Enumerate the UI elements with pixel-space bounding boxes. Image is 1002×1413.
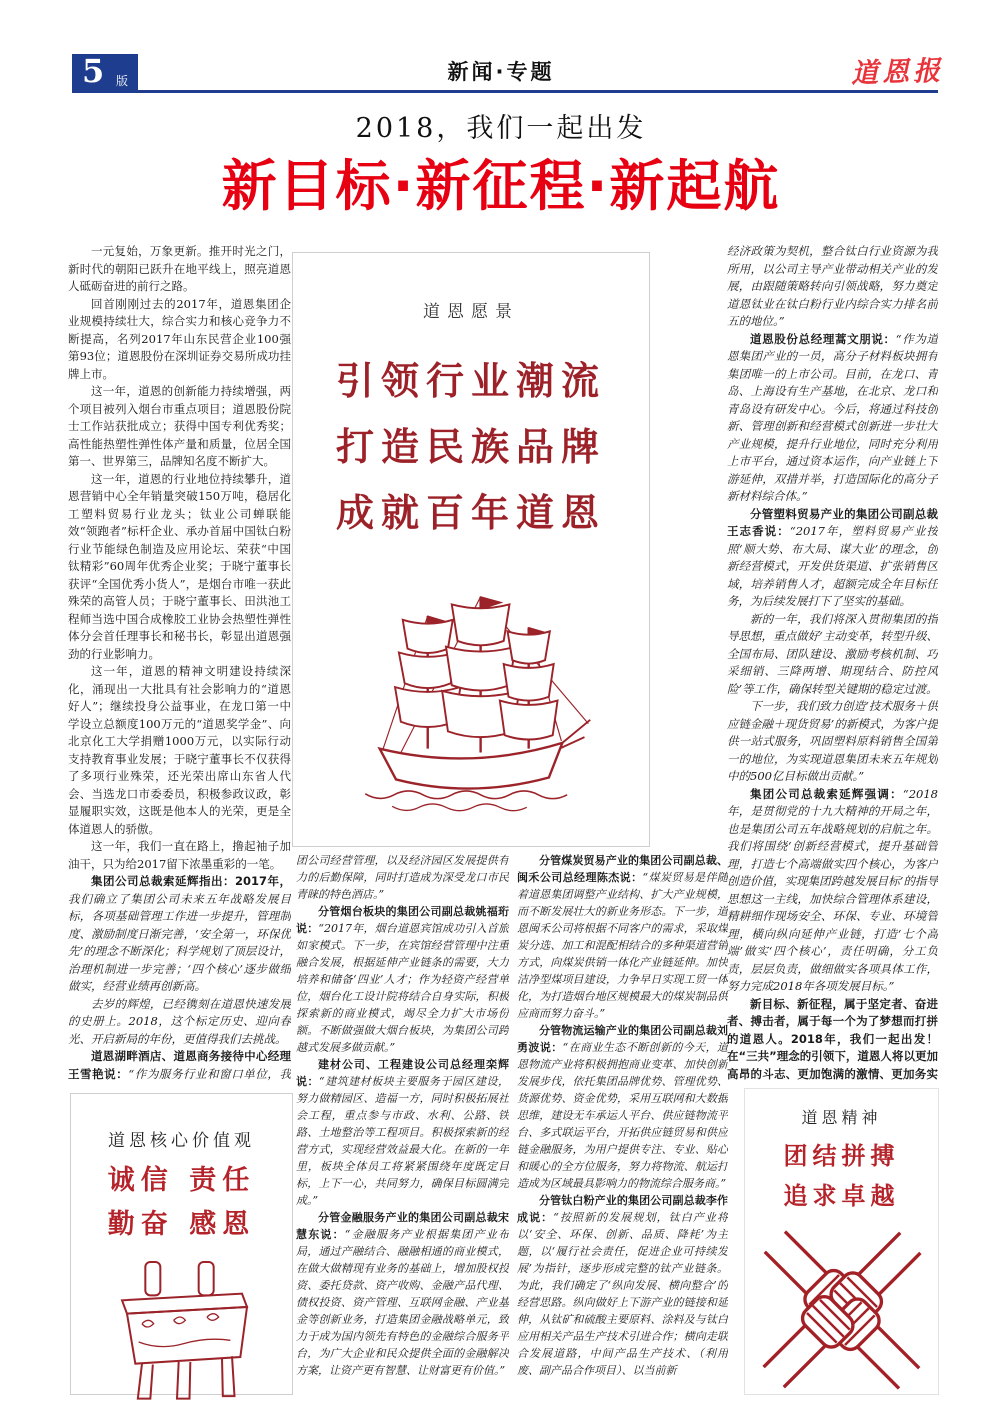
core-values-slogan [71, 1159, 292, 1247]
vision-slogan [293, 348, 649, 546]
paragraph [68, 873, 291, 996]
paragraph-text: “建筑建材板块主要服务于园区建设，努力做精园区、造福一方，同时积极拓展社会工程，重点参与市政、水利、公路、铁路、土地整治等工程项目。积极探索新的经营方式，实现经营效益最大化。在新的一年里，板块全体员工将紧紧围绕年度既定目标，上下一心，共同努力，确保目标圆满完成。” [296, 1075, 509, 1207]
column-1 [68, 243, 291, 1085]
paragraph-lead: 分管钛白粉产业的集团公司副总裁李作成说： [517, 1194, 728, 1224]
spirit-box [744, 1088, 939, 1395]
paragraph [296, 852, 509, 903]
paragraph-lead: 集团公司总裁索延辉强调： [750, 786, 903, 801]
core-values-line: 诚信 责任 [107, 1165, 256, 1196]
vision-label: 道恩愿景 [423, 302, 519, 322]
joined-hands-illustration [754, 1226, 930, 1394]
paragraph-lead: 建材公司、工程建设公司总经理栾辉说： [296, 1058, 509, 1088]
core-values-line: 勤奋 感恩 [107, 1209, 256, 1240]
paragraph-text: 回首刚刚过去的2017年，道恩集团企业规模持续壮大，综合实力和核心竞争力不断提高，名列2017年山东民营企业100强第93位；道恩股份在深圳证券交易所成功挂牌上市。 [68, 296, 291, 381]
paragraph [68, 1048, 291, 1085]
paragraph [517, 1192, 728, 1379]
spirit-slogan [745, 1136, 938, 1216]
paragraph [727, 698, 938, 786]
paragraph-lead: 道恩股份总经理蒿文朋说： [750, 331, 896, 346]
paragraph-lead: 分管塑料贸易产业的集团公司副总裁王志香说： [727, 506, 938, 538]
paragraph [727, 331, 938, 506]
paragraph-text: 去岁的辉煌，已经镌刻在道恩快速发展的史册上。2018，这个标定历史、迎向春光、开启新局的年份，更值得我们去挑战。 [68, 996, 291, 1046]
paragraph-text: 这一年，道恩的创新能力持续增强，两个项目被列入烟台市重点项目；道恩股份院士工作站获批成立；获得中国专利优秀奖；高性能热塑性弹性体产量和质量，位居全国第一、世界第三，品牌知名度不断扩大。 [68, 384, 291, 468]
paragraph [68, 838, 291, 873]
page-number-suffix: 版 [115, 74, 128, 88]
vision-box [292, 252, 650, 847]
masthead-logo: 道恩报 [850, 55, 945, 90]
paragraph-text: “2017年，塑料贸易产业按照‘顺大势、布大局、谋大业’的理念，创新经营模式，开发供货渠道、扩张销售区域，培养销售人才，超额完成全年目标任务，为后续发展打下了坚实的基础。 [727, 524, 938, 608]
paragraph [517, 1022, 728, 1192]
sailing-ship-illustration [346, 556, 596, 824]
paragraph-text: “煤炭贸易是伴随着道恩集团调整产业结构、扩大产业规模，而不断发展壮大的新业务形态。下一步，道恩闽禾公司将根据不同客户的需求，采取煤炭分选、加工和混配相结合的多种渠道营销方式，向煤炭供销一体化产业链延伸。加快洁净型煤项目建设，力争早日实现工贸一体化，为打造烟台地区规模最大的煤炭制品供应商而努力奋斗。” [517, 871, 728, 1020]
spirit-label: 道恩精神 [801, 1108, 882, 1127]
core-values-label: 道恩核心价值观 [108, 1131, 255, 1151]
paragraph-lead: 分管烟台板块的集团公司副总裁姚福珩说： [296, 905, 509, 935]
paragraph-text: 新目标、新征程，属于坚定者、奋进者、搏击者，属于每一个为了梦想而打拼的道恩人。2018年，我们一起出发！在“三共”理念的引领下，道恩人将以更加高昂的斗志、更加饱满的激情、更加务实 [727, 996, 938, 1081]
column-2 [296, 852, 509, 1393]
paragraph [517, 852, 728, 1022]
paragraph-text: “按照新的发展规划，钛白产业将以‘安全、环保、创新、品质、降耗’为主题，以‘履行社会责任，促进企业可持续发展’为指针，逐步形成完整的钛产业链条。为此，我们确定了‘纵向发展、横向整合’的经营思路。纵向做好上下游产业的链接和延伸，从钛矿和硫酸主要原料、涂料及与钛白应用相关产品生产技术引进合作；横向走联合发展道路，中间产品生产技术、（利用废、副产品合作项目）、以当前新 [517, 1211, 728, 1377]
paragraph-lead: 道恩湖畔酒店、道恩商务接待中心经理王雪艳说： [68, 1049, 291, 1081]
paragraph [68, 383, 291, 471]
paragraph-text: 这一年，道恩的精神文明建设持续深化，涌现出一大批具有社会影响力的“道恩好人”；继续投身公益事业，在龙口第一中学设立总额度100万元的“道恩奖学金”、向北京化工大学捐赠1000万元，以实际行动支持教育事业发展；于晓宁董事长不仅获得了多项行业殊荣，还光荣出席山东省人代会、当选龙口市委委员，积极参政议政，彰显履职实效，这既是他本人的光荣，更是全体道恩人的骄傲。 [68, 664, 291, 836]
paragraph-text: 团公司经营管理，以及经济园区发展提供有力的后勤保障，同时打造成为深受龙口市民青睐的特色酒店。” [296, 854, 509, 901]
bronze-ding-illustration [97, 1257, 267, 1407]
header-rule [72, 90, 938, 93]
paragraph-text: “作为服务行业和窗口单位，我 [128, 1066, 291, 1081]
paragraph-text: “2018年，是贯彻党的十九大精神的开局之年，也是集团公司五年战略规划的启航之年。我们将围绕‘创新经营模式，提升基础管理，打造七个高端做实四个核心，为客户创造价值，实现集团跨越发展目标’的指导思想这一主线，加快综合管理体系建设，精耕细作现场安全、环保、专业、环境管理，横向纵向延伸产业链，打造‘七个高端’做实‘四个核心’，责任明确，分工负责，层层负责，做细做实各项具体工作，努力完成2018年各项发展目标。” [727, 786, 938, 993]
paragraph-text: 我们确立了集团公司未来五年战略发展目标，各项基础管理工作进一步提升，管理制度、激励制度日渐完善，‘安全第一，环保优先’的理念不断深化；科学规划了顶层设计，治理机制进一步完善；‘四个核心’逐步做细做实，经营业绩再创新高。 [68, 891, 291, 993]
paragraph-lead: 分管煤炭贸易产业的集团公司副总裁、闽禾公司总经理陈杰说： [517, 854, 728, 884]
paragraph-lead: 分管物流运输产业的集团公司副总裁刘勇波说： [517, 1024, 728, 1054]
paragraph [68, 996, 291, 1049]
paragraph-lead: 集团公司总裁索延辉指出：2017年， [91, 874, 291, 888]
spirit-slogan-line: 追求卓越 [783, 1182, 900, 1210]
kicker: 2018，我们一起出发 [355, 113, 647, 144]
paragraph [68, 296, 291, 384]
spirit-slogan-line: 团结拼搏 [783, 1142, 900, 1170]
vision-slogan-line: 成就百年道恩 [335, 491, 606, 535]
paragraph-text: 一元复始，万象更新。推开时光之门，新时代的朝阳已跃升在地平线上，照亮道恩人砥砺奋进的前行之路。 [68, 244, 291, 293]
paragraph [727, 506, 938, 611]
headline: 新目标·新征程·新起航 [221, 154, 781, 218]
page-number: 5 [82, 52, 105, 90]
section-title: 新闻·专题 [447, 60, 555, 84]
column-4 [727, 243, 938, 1085]
paragraph [68, 243, 291, 296]
paragraph-text: “2017年，烟台道恩宾馆成功引入首旅如家模式。下一步，在宾馆经营管理中注重融合发展，根据延伸产业链条的需要，大力培养和储备‘四业’人才；作为轻资产经营单位，烟台化工设计院将结合自身实际，积极探索新的商业模式，竭尽全力扩大市场份额。不断做强做大烟台板块，为集团公司跨越式发展多做贡献。” [296, 922, 509, 1054]
paragraph [727, 786, 938, 996]
paragraph [727, 996, 938, 1086]
paragraph-text: “作为道恩集团产业的一员，高分子材料板块拥有集团唯一的上市公司。目前，在龙口、青岛、上海设有生产基地，在北京、龙口和青岛设有研发中心。今后，将通过科技创新、管理创新和经营模式创新进一步壮大产业规模，提升行业地位，同时充分利用上市平台，通过资本运作，向产业链上下游延伸，双措并举，打造国际化的高分子新材料综合体。” [727, 331, 938, 503]
paragraph-lead: 分管金融服务产业的集团公司副总裁宋慧东说： [296, 1211, 509, 1241]
paragraph-text: 经济政策为契机，整合钛白行业资源为我所用，以公司主导产业带动相关产业的发展，由跟随策略转向引领战略，努力奠定道恩钛业在钛白粉行业内综合实力排名前五的地位。” [727, 244, 938, 328]
core-values-box [70, 1093, 293, 1395]
paragraph [296, 1056, 509, 1209]
paragraph-text: “在商业生态不断创新的今天，道恩物流产业将积极拥抱商业变革、加快创新发展步伐，依托集团品牌优势、管理优势、货源优势、资金优势，采用互联网和大数据思维，建设无车承运人平台、供应链物流平台、多式联运平台，开拓供应链贸易和供应链金融服务，为用户提供专注、专业、贴心和暖心的全方位服务，努力将物流、航运打造成为区域最具影响力的物流综合服务商。” [517, 1041, 728, 1190]
column-3 [517, 852, 728, 1393]
paragraph [727, 611, 938, 699]
paragraph-text: 这一年，道恩的行业地位持续攀升，道恩营销中心全年销量突破150万吨，稳居化工塑料贸易行业龙头；钛业公司蝉联能效“领跑者”标杆企业、承办首届中国钛白粉行业节能绿色制造及应用论坛、荣获“中国钛精彩”60周年优秀企业奖；于晓宁董事长获评“全国优秀小货人”，是烟台市唯一获此殊荣的高管人员；于晓宁董事长、田洪池工程师当选中国合成橡胶工业协会热塑性弹性体分会首任理事长和秘书长，彰显出道恩强劲的行业影响力。 [68, 471, 291, 661]
paragraph-text: 新的一年，我们将深入贯彻集团的指导思想，重点做好‘主动变革，转型升级、全国布局、团队建设、激励考核机制、巧采细销、三降两增、期现结合、防控风险’等工作，确保转型关键期的稳定过渡。 [727, 611, 938, 696]
paragraph-text: 下一步，我们致力创造‘技术服务＋供应链金融＋现货贸易’的新模式，为客户提供一站式服务，巩固塑料原料销售全国第一的地位，为实现道恩集团未来五年规划中的500亿目标做出贡献。” [727, 699, 938, 783]
paragraph [68, 663, 291, 838]
paragraph [296, 1209, 509, 1379]
paragraph [296, 903, 509, 1056]
paragraph-text: “金融服务产业根据集团产业布局，通过产融结合、融融相通的商业模式，在做大做精现有业务的基础上，增加股权投资、委托贷款、资产收购、金融产品代理、债权投资、资产管理、互联网金融、产业基金等创新业务，打造集团金融战略单元，致力于成为国内领先有特色的金融综合服务平台，为广大企业和民众提供全面的金融解决方案，让资产更有智慧、让财富更有价值。” [296, 1228, 509, 1377]
vision-slogan-line: 引领行业潮流 [335, 359, 606, 403]
paragraph [727, 243, 938, 331]
vision-slogan-line: 打造民族品牌 [335, 425, 606, 469]
paragraph-text: 这一年，我们一直在路上，撸起袖子加油干，只为给2017留下浓墨重彩的一笔。 [68, 839, 291, 871]
paragraph [68, 471, 291, 664]
